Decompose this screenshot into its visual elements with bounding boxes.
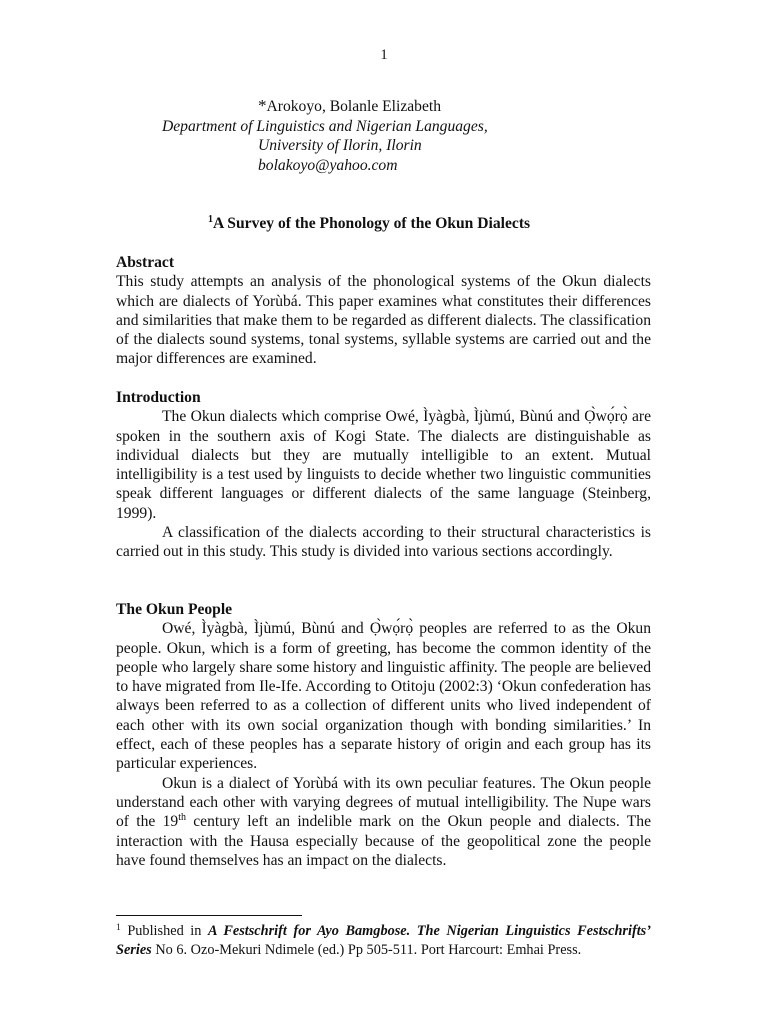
author-university: University of Ilorin, Ilorin [258,137,422,154]
footnote-mark: 1 [116,923,121,933]
introduction-paragraph-1: The Okun dialects which comprise Owé, Ìyàgbà, Ìjùmú, Bùnú and Ọ̀wọ́rọ̀ are spoken in the southern axis of Kogi State. The dialects are distinguishable as individual dialects but they are mutually intelligible to an extent. Mutual intelligibility is a test used by linguists to decide whether two linguistic communities speak different languages or different dialects of the same language (Steinberg, 1999). [116,408,651,522]
okun-people-paragraph-1: Owé, Ìyàgbà, Ìjùmú, Bùnú and Ọ̀wọ́rọ̀ peoples are referred to as the Okun people. Okun, which is a form of greeting, has become the common identity of the people who largely share some history and linguistic affinity. The people are believed to have migrated from Ile-Ife. According to Otitoju (2002:3) ‘Okun confederation has always been referred to as a collection of different units who lived independent of each other with its own social organization though with bonding similarities.’ In effect, each of these peoples has a separate history of origin and each group has its particular experiences. [116,620,651,773]
author-email: bolakoyo@yahoo.com [258,157,398,174]
title-footnote-mark: 1 [208,214,213,225]
footnote [116,922,651,959]
author-marker: * [258,96,267,115]
footnote-pre: Published in [120,923,208,939]
okun-people-section [116,600,651,870]
paper-title [208,214,530,233]
author-name: Arokoyo, Bolanle Elizabeth [266,98,442,115]
footnote-post: No 6. Ozo-Mekuri Ndimele (ed.) Pp 505-511. Port Harcourt: Emhai Press. [151,941,582,958]
author-department: Department of Linguistics and Nigerian Languages, [162,118,488,135]
introduction-section [116,388,651,562]
page-number: 1 [380,47,388,63]
footnote-publication-title: A Festschrift for Ayo Bamgbose. The Nigerian Linguistics Festschrifts’ Series [116,923,651,958]
abstract-text: This study attempts an analysis of the phonological systems of the Okun dialects which are dialects of Yorùbá. This paper examines what constitutes their differences and similarities that make them to be regarded as different dialects. The classification of the dialects sound systems, tonal systems, syllable systems are carried out and the major differences are examined. [116,273,651,368]
title-text: A Survey of the Phonology of the Okun Dialects [213,215,531,232]
introduction-paragraph-2: A classification of the dialects according to their structural characteristics is carried out in this study. This study is divided into various sections accordingly. [116,524,651,561]
ordinal-suffix: th [178,812,186,824]
introduction-heading: Introduction [116,389,201,406]
okun-people-p2-before: Okun is a dialect of Yorùbá with its own peculiar features. The Okun people understand each other with varying degrees of mutual intelligibility. The Nupe wars of the 19 [116,774,651,831]
okun-people-heading: The Okun People [116,601,233,618]
author-line [258,96,441,116]
okun-people-paragraph-2 [116,774,651,870]
abstract-heading: Abstract [116,254,175,271]
okun-people-p2-after: century left an indelible mark on the Okun people and dialects. The interaction with the Hausa especially because of the geopolitical zone the people have found themselves has an impact on the dialects. [116,813,651,869]
footnote-divider [116,915,302,916]
abstract-section [116,253,651,369]
